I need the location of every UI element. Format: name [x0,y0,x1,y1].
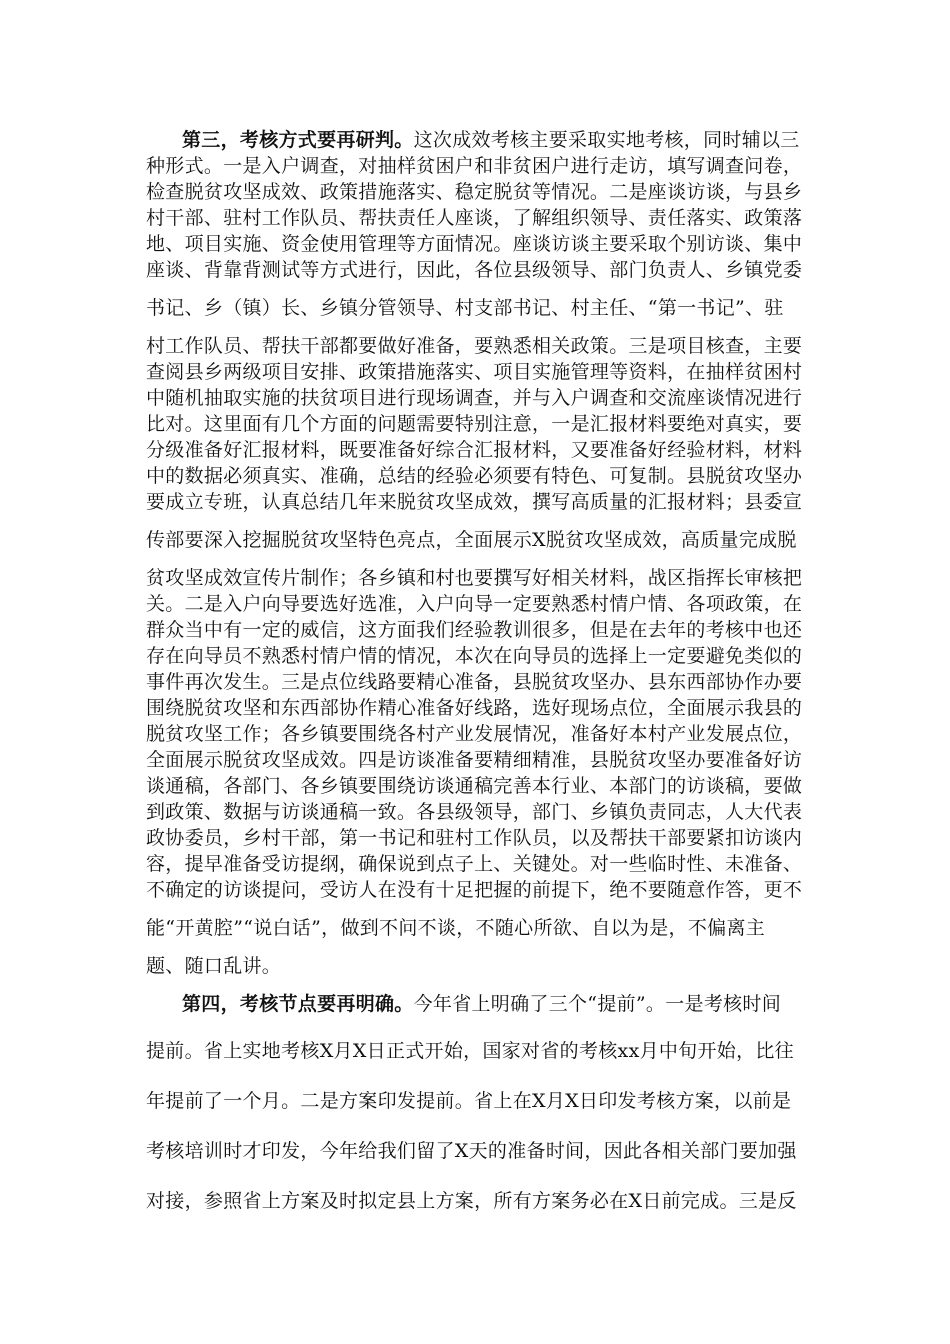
paragraph-text: 这次成效考核主要采取实地考核，同时辅以三 [413,129,800,151]
section-heading: 第四，考核节点要再明确。 [182,993,414,1015]
paragraph-text: 脱贫攻坚工作；各乡镇要围绕各村产业发展情况，准备好本村产业发展点位， [146,723,803,745]
paragraph-line [0,1138,950,1178]
paragraph-text: 比对。这里面有几个方面的问题需要特别注意，一是汇报材料要绝对真实，要 [146,413,803,435]
paragraph-text: 座谈、背靠背测试等方式进行，因此，各位县级领导、部门负责人、乡镇党委 [146,259,803,281]
paragraph-text: 检查脱贫攻坚成效、政策措施落实、稳定脱贫等情况。二是座谈访谈，与县乡 [146,181,803,203]
paragraph-line [0,1038,950,1078]
paragraph-text: 容，提早准备受访提纲，确保说到点子上、关键处。对一些临时性、未准备、 [146,853,803,875]
paragraph-text: 存在向导员不熟悉村情户情的情况，本次在向导员的选择上一定要避免类似的 [146,645,803,667]
paragraph-text: 考核培训时才印发，今年给我们留了X天的准备时间，因此各相关部门要加强 [146,1140,797,1162]
paragraph-text: 书记、乡（镇）长、乡镇分管领导、村支部书记、村主任、“第一书记”、驻 [146,297,784,319]
paragraph-line [0,257,950,297]
paragraph-line [0,915,950,955]
paragraph-text: 村工作队员、帮扶干部都要做好准备，要熟悉相关政策。三是项目核查，主要 [146,335,803,357]
paragraph-text: 谈通稿，各部门、各乡镇要围绕访谈通稿完善本行业、本部门的访谈稿，要做 [146,775,803,797]
paragraph-line [0,527,950,567]
paragraph-text: 今年省上明确了三个“提前”。一是考核时间 [413,993,782,1015]
paragraph-text: 群众当中有一定的威信，这方面我们经验教训很多，但是在去年的考核中也还 [146,619,803,641]
paragraph-text: 中的数据必须真实、准确，总结的经验必须要有特色、可复制。县脱贫攻坚办 [146,465,803,487]
paragraph-text: 围绕脱贫攻坚和东西部协作精心准备好线路，选好现场点位，全面展示我县的 [146,697,803,719]
paragraph-text: 查阅县乡两级项目安排、政策措施落实、项目实施管理等资料，在抽样贫困村 [146,361,803,383]
paragraph-text: 提前。省上实地考核X月X日正式开始，国家对省的考核xx月中旬开始，比往 [146,1040,794,1062]
paragraph-line [0,489,950,529]
paragraph-text: 不确定的访谈提问，受访人在没有十足把握的前提下，绝不要随意作答，更不 [146,879,803,901]
paragraph-text: 对接，参照省上方案及时拟定县上方案，所有方案务必在X日前完成。三是反 [146,1190,797,1212]
paragraph-text: 地、项目实施、资金使用管理等方面情况。座谈访谈主要采取个别访谈、集中 [146,233,803,255]
paragraph-text: 贫攻坚成效宣传片制作；各乡镇和村也要撰写好相关材料，战区指挥长审核把 [146,567,803,589]
paragraph-line [0,295,950,335]
paragraph-line [0,1088,950,1128]
paragraph-text: 全面展示脱贫攻坚成效。四是访谈准备要精细精准，县脱贫攻坚办要准备好访 [146,749,803,771]
paragraph-line [0,877,950,917]
paragraph-text: 关。二是入户向导要选好选准，入户向导一定要熟悉村情户情、各项政策，在 [146,593,803,615]
paragraph-text: 中随机抽取实施的扶贫项目进行现场调查，并与入户调查和交流座谈情况进行 [146,387,803,409]
paragraph-text: 题、随口乱讲。 [146,955,282,977]
paragraph-text: 传部要深入挖掘脱贫攻坚特色亮点，全面展示X脱贫攻坚成效，高质量完成脱 [146,529,797,551]
paragraph-text: 分级准备好汇报材料，既要准备好综合汇报材料，又要准备好经验材料，材料 [146,439,803,461]
paragraph-text: 事件再次发生。三是点位线路要精心准备，县脱贫攻坚办、县东西部协作办要 [146,671,803,693]
paragraph-text: 年提前了一个月。二是方案印发提前。省上在X月X日印发考核方案，以前是 [146,1090,792,1112]
section-heading: 第三，考核方式要再研判。 [182,129,414,151]
paragraph-text: 要成立专班，认真总结几年来脱贫攻坚成效，撰写高质量的汇报材料；县委宣 [146,491,803,513]
line-text [182,991,806,1017]
paragraph-line [0,1188,950,1228]
line-text [182,127,806,153]
paragraph-text: 能“开黄腔”“说白话”，做到不问不谈，不随心所欲、自以为是，不偏离主 [146,917,766,939]
paragraph-text: 种形式。一是入户调查，对抽样贫困户和非贫困户进行走访，填写调查问卷， [146,155,803,177]
paragraph-text: 政协委员，乡村干部，第一书记和驻村工作队员，以及帮扶干部要紧扣访谈内 [146,827,803,849]
paragraph-line [0,953,950,993]
paragraph-line [0,991,950,1031]
paragraph-text: 村干部、驻村工作队员、帮扶责任人座谈，了解组织领导、责任落实、政策落 [146,207,803,229]
paragraph-text: 到政策、数据与访谈通稿一致。各县级领导，部门、乡镇负责同志，人大代表 [146,801,803,823]
